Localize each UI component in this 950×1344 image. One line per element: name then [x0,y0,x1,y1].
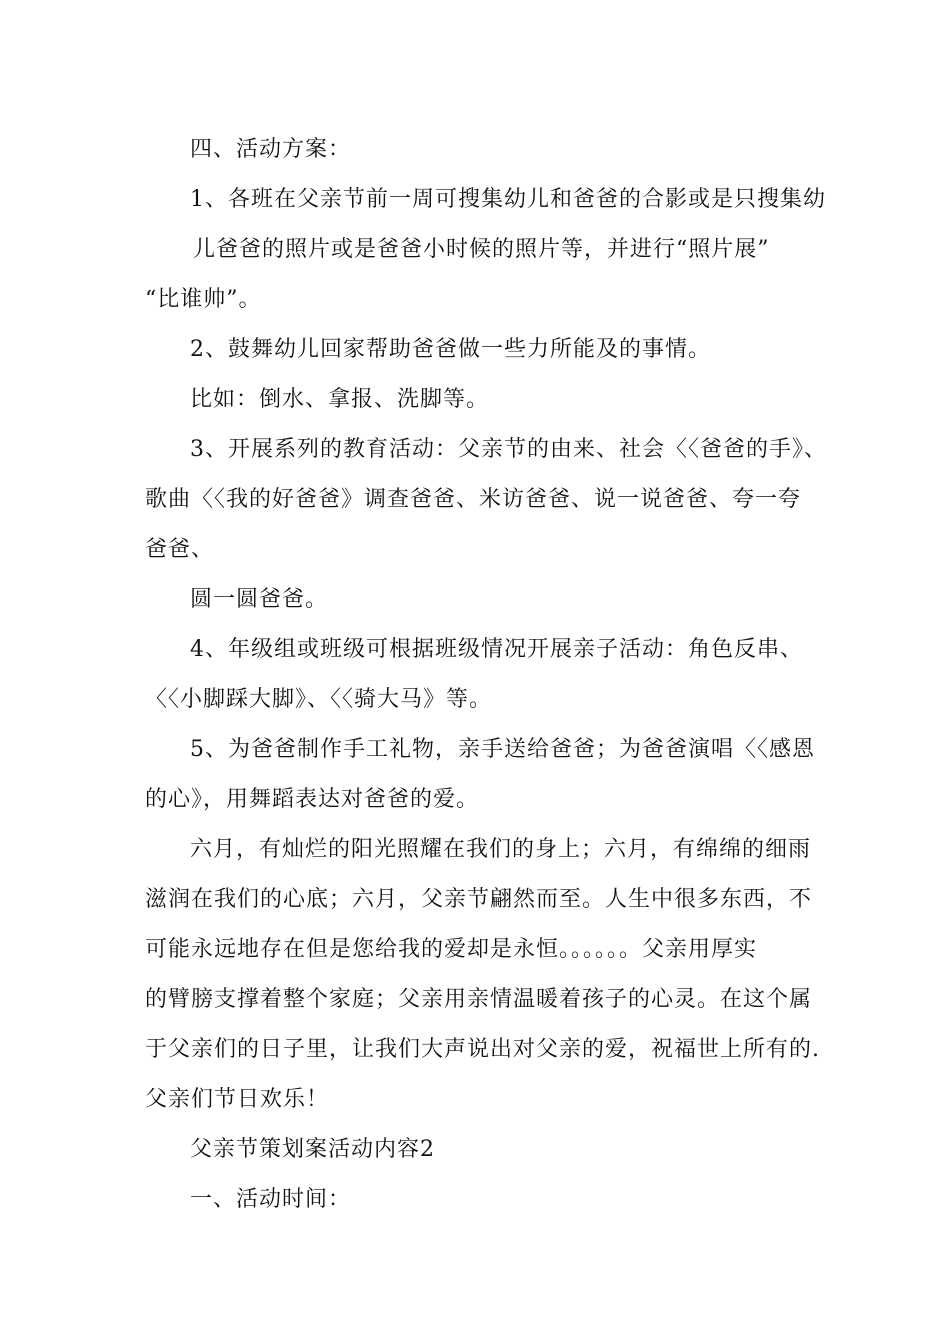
paragraph-line: 5、为爸爸制作手工礼物，亲手送给爸爸；为爸爸演唱〈〈感恩 [190,737,815,762]
paragraph-line: 的心》，用舞蹈表达对爸爸的爱。 [145,787,480,812]
paragraph-line: 可能永远地存在但是您给我的爱却是永恒。。。。。。父亲用厚实 [145,937,758,962]
paragraph-line: 于父亲们的日子里，让我们大声说出对父亲的爱，祝福世上所有的. [145,1037,820,1062]
paragraph-line: 儿爸爸的照片或是爸爸小时候的照片等，并进行“照片展” [193,237,770,262]
section-title-activity-content-2: 父亲节策划案活动内容2 [190,1137,435,1162]
paragraph-line: 3、开展系列的教育活动：父亲节的由来、社会〈〈爸爸的手》、 [190,437,827,462]
paragraph-line: 的臂膀支撑着整个家庭；父亲用亲情温暖着孩子的心灵。在这个属 [145,987,813,1012]
paragraph-line: 父亲们节日欢乐！ [145,1087,330,1112]
paragraph-line: 4、年级组或班级可根据班级情况开展亲子活动：角色反串、 [190,637,803,662]
section-heading-activity-plan: 四、活动方案： [190,137,352,162]
paragraph-line: 比如：倒水、拿报、洗脚等。 [190,387,490,412]
section-heading-activity-time: 一、活动时间： [190,1187,352,1212]
paragraph-line: “比谁帅”。 [145,287,262,312]
paragraph-line: 〈〈小脚踩大脚》、〈〈骑大马》等。 [145,687,493,712]
paragraph-line: 圆一圆爸爸。 [190,587,329,612]
paragraph-line: 爸爸、 [145,537,215,562]
paragraph-line: 六月，有灿烂的阳光照耀在我们的身上；六月，有绵绵的细雨 [190,837,812,862]
paragraph-line: 2、鼓舞幼儿回家帮助爸爸做一些力所能及的事情。 [190,337,711,362]
paragraph-line: 1、各班在父亲节前一周可搜集幼儿和爸爸的合影或是只搜集幼 [190,187,826,212]
paragraph-line: 歌曲〈〈我的好爸爸》调查爸爸、米访爸爸、说一说爸爸、夸一夸 [145,487,802,512]
paragraph-line: 滋润在我们的心底；六月，父亲节翩然而至。人生中很多东西，不 [145,887,813,912]
